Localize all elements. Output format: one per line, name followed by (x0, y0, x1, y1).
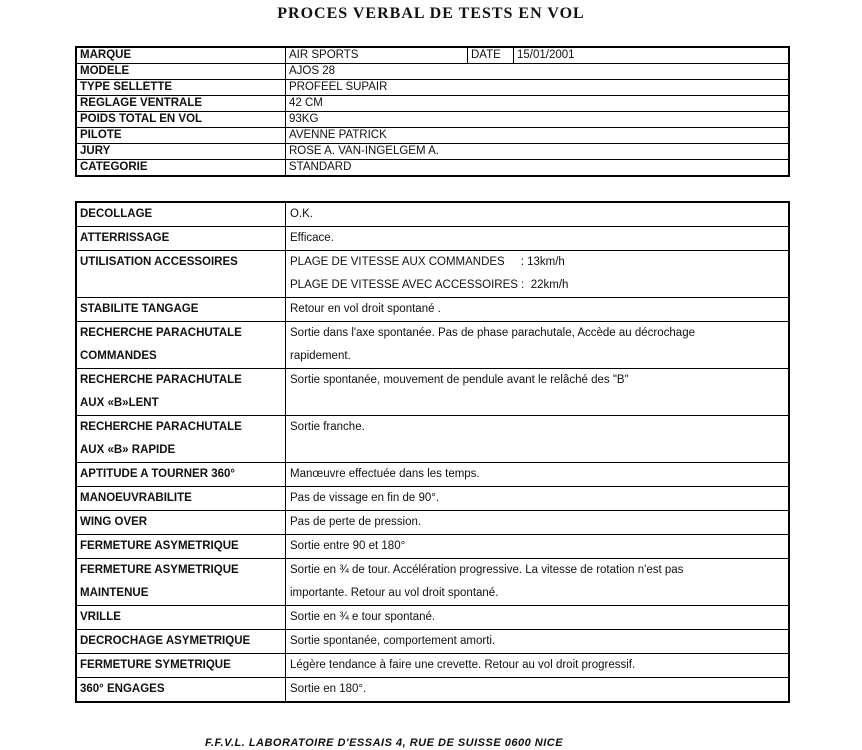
test-label (76, 322, 286, 369)
header-row-marque (76, 47, 789, 64)
header-label: JURY (76, 144, 286, 160)
test-result (286, 606, 790, 630)
test-label-line: ATTERRISSAGE (80, 232, 170, 244)
test-result-line: Sortie spontanée, mouvement de pendule avant le relâché des "B" (290, 374, 629, 386)
test-result (286, 678, 790, 703)
test-row (76, 369, 789, 416)
test-row (76, 227, 789, 251)
test-result-line: Légère tendance à faire une crevette. Retour au vol droit progressif. (290, 659, 636, 671)
header-label: MODELE (76, 64, 286, 80)
header-row (76, 144, 789, 160)
test-row (76, 298, 789, 322)
test-label-line: DECROCHAGE ASYMETRIQUE (80, 635, 251, 647)
test-row (76, 630, 789, 654)
header-value: STANDARD (286, 160, 790, 177)
test-result-line: Sortie dans l'axe spontanée. Pas de phase parachutale, Accède au décrochage (290, 327, 695, 339)
test-result (286, 251, 790, 298)
test-result (286, 487, 790, 511)
test-label (76, 227, 286, 251)
header-label: REGLAGE VENTRALE (76, 96, 286, 112)
test-label-line: MAINTENUE (80, 587, 149, 599)
test-label (76, 559, 286, 606)
header-rows (76, 64, 789, 177)
test-result (286, 511, 790, 535)
test-result (286, 322, 790, 369)
test-label (76, 298, 286, 322)
document-title: PROCES VERBAL DE TESTS EN VOL (277, 5, 585, 22)
test-label-line: AUX «B»LENT (80, 397, 159, 409)
test-row (76, 511, 789, 535)
test-row (76, 416, 789, 463)
test-label (76, 251, 286, 298)
test-result-line: importante. Retour au vol droit spontané. (290, 587, 499, 599)
test-label-line: STABILITE TANGAGE (80, 303, 199, 315)
test-row (76, 678, 789, 703)
test-label-line: WING OVER (80, 516, 148, 528)
test-result-line: Sortie en ¾ de tour. Accélération progressive. La vitesse de rotation n'est pas (290, 564, 684, 576)
header-label: PILOTE (76, 128, 286, 144)
header-value: ROSE A. VAN-INGELGEM A. (286, 144, 790, 160)
test-label (76, 630, 286, 654)
test-result-line: O.K. (290, 208, 314, 220)
test-label-line: DECOLLAGE (80, 208, 153, 220)
test-label-line: FERMETURE ASYMETRIQUE (80, 564, 239, 576)
test-result-line: Sortie en 180°. (290, 683, 367, 695)
test-label (76, 511, 286, 535)
test-result (286, 463, 790, 487)
test-label (76, 463, 286, 487)
test-label-line: COMMANDES (80, 350, 157, 362)
test-label (76, 487, 286, 511)
test-result-line: Sortie spontanée, comportement amorti. (290, 635, 496, 647)
header-row (76, 160, 789, 177)
test-result (286, 630, 790, 654)
test-label (76, 606, 286, 630)
test-label-line: VRILLE (80, 611, 121, 623)
header-value: 42 CM (286, 96, 790, 112)
header-value: 93KG (286, 112, 790, 128)
test-label-line: AUX «B» RAPIDE (80, 444, 176, 456)
marque-label: MARQUE (76, 47, 286, 64)
test-result-line: Pas de vissage en fin de 90°. (290, 492, 440, 504)
test-result (286, 535, 790, 559)
test-label-line: APTITUDE A TOURNER 360° (80, 468, 235, 480)
test-result-line: Sortie franche. (290, 421, 365, 433)
header-label: TYPE SELLETTE (76, 80, 286, 96)
test-label (76, 416, 286, 463)
test-result-line: Sortie entre 90 et 180° (290, 540, 406, 552)
test-result (286, 227, 790, 251)
test-result-line: Pas de perte de pression. (290, 516, 422, 528)
header-row (76, 96, 789, 112)
header-row (76, 80, 789, 96)
date-value: 15/01/2001 (514, 47, 790, 64)
test-result (286, 369, 790, 416)
test-label (76, 654, 286, 678)
header-value: PROFEEL SUPAIR (286, 80, 790, 96)
test-label-line: RECHERCHE PARACHUTALE (80, 327, 242, 339)
test-result (286, 559, 790, 606)
test-label-line: 360° ENGAGES (80, 683, 165, 695)
footer-address: F.F.V.L. LABORATOIRE D'ESSAIS 4, RUE DE SUISSE 0600 NICE (205, 737, 564, 749)
test-row (76, 535, 789, 559)
test-result-line: rapidement. (290, 350, 351, 362)
test-label (76, 678, 286, 703)
test-result (286, 416, 790, 463)
test-label-line: MANOEUVRABILITE (80, 492, 192, 504)
test-result (286, 202, 790, 227)
test-row (76, 487, 789, 511)
tests-rows (76, 202, 789, 702)
header-value: AJOS 28 (286, 64, 790, 80)
test-row (76, 251, 789, 298)
test-label (76, 369, 286, 416)
test-result-line: Manœuvre effectuée dans les temps. (290, 468, 480, 480)
test-label-line: FERMETURE SYMETRIQUE (80, 659, 231, 671)
test-result-line: Efficace. (290, 232, 334, 244)
test-label-line: RECHERCHE PARACHUTALE (80, 374, 242, 386)
header-label: POIDS TOTAL EN VOL (76, 112, 286, 128)
test-result (286, 298, 790, 322)
header-value: AVENNE PATRICK (286, 128, 790, 144)
test-label-line: UTILISATION ACCESSOIRES (80, 256, 238, 268)
header-label: CATEGORIE (76, 160, 286, 177)
test-row (76, 322, 789, 369)
test-result-line: Sortie en ¾ e tour spontané. (290, 611, 436, 623)
header-row (76, 64, 789, 80)
test-label (76, 202, 286, 227)
test-label-line: RECHERCHE PARACHUTALE (80, 421, 242, 433)
header-row (76, 112, 789, 128)
marque-value: AIR SPORTS (286, 47, 468, 64)
test-result (286, 654, 790, 678)
test-row (76, 202, 789, 227)
header-row (76, 128, 789, 144)
test-result-line: Retour en vol droit spontané . (290, 303, 441, 315)
date-label: DATE (468, 47, 514, 64)
test-result-line: PLAGE DE VITESSE AVEC ACCESSOIRES : 22km/h (290, 279, 569, 291)
test-row (76, 654, 789, 678)
test-row (76, 559, 789, 606)
test-row (76, 463, 789, 487)
header-table (75, 46, 790, 177)
test-row (76, 606, 789, 630)
test-result-line: PLAGE DE VITESSE AUX COMMANDES : 13km/h (290, 256, 565, 268)
tests-table (75, 201, 790, 703)
test-label-line: FERMETURE ASYMETRIQUE (80, 540, 239, 552)
test-label (76, 535, 286, 559)
